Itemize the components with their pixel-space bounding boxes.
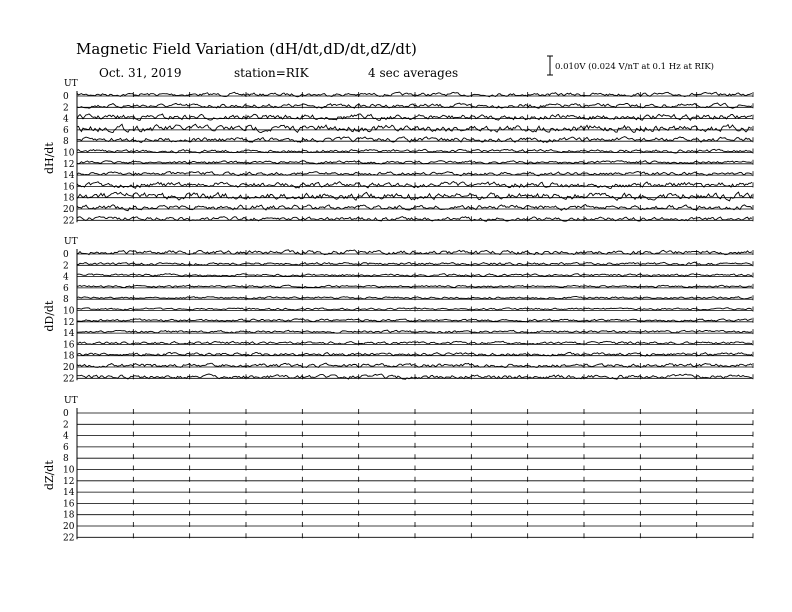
row-trace bbox=[77, 262, 752, 265]
row-label: 0 bbox=[63, 92, 69, 102]
row-label: 0 bbox=[63, 409, 69, 419]
ut-axis-label: UT bbox=[64, 396, 78, 406]
row-label: 4 bbox=[63, 431, 69, 442]
row-label: 6 bbox=[63, 283, 69, 294]
row-label: 20 bbox=[63, 205, 75, 215]
row-trace bbox=[77, 319, 752, 322]
row-trace bbox=[77, 192, 752, 201]
scale-bar-label: 0.010V (0.024 V/nT at 0.1 Hz at RIK) bbox=[555, 62, 714, 72]
row-label: 14 bbox=[63, 171, 75, 182]
row-label: 20 bbox=[63, 363, 75, 373]
row-label: 2 bbox=[63, 420, 69, 431]
row-trace bbox=[77, 330, 752, 333]
row-label: 16 bbox=[63, 340, 75, 351]
row-label: 8 bbox=[63, 137, 69, 148]
row-label: 22 bbox=[63, 216, 75, 227]
row-label: 4 bbox=[63, 272, 69, 283]
row-trace bbox=[77, 124, 752, 132]
row-label: 10 bbox=[63, 148, 75, 159]
row-label: 10 bbox=[63, 306, 75, 317]
row-label: 18 bbox=[63, 193, 75, 204]
row-label: 18 bbox=[63, 510, 75, 521]
row-label: 6 bbox=[63, 442, 69, 453]
row-trace bbox=[77, 114, 752, 120]
row-label: 12 bbox=[63, 159, 75, 170]
row-label: 4 bbox=[63, 114, 69, 125]
averaging-label: 4 sec averages bbox=[368, 66, 459, 80]
panels bbox=[43, 79, 753, 543]
row-label: 2 bbox=[63, 261, 69, 272]
row-label: 8 bbox=[63, 454, 69, 465]
row-label: 22 bbox=[63, 533, 75, 544]
chart-title: Magnetic Field Variation (dH/dt,dD/dt,dZ/dt) bbox=[76, 40, 417, 58]
row-trace bbox=[77, 296, 752, 299]
row-label: 12 bbox=[63, 476, 75, 487]
panel-ylabel: dD/dt bbox=[43, 300, 56, 332]
panel-dhdt bbox=[43, 79, 753, 226]
row-trace bbox=[77, 285, 752, 288]
row-label: 20 bbox=[63, 522, 75, 532]
row-label: 2 bbox=[63, 103, 69, 114]
row-label: 14 bbox=[63, 329, 75, 340]
ut-axis-label: UT bbox=[64, 79, 78, 89]
row-trace bbox=[77, 274, 752, 277]
row-label: 6 bbox=[63, 125, 69, 136]
row-label: 18 bbox=[63, 351, 75, 362]
scale-bar bbox=[547, 56, 714, 75]
row-trace bbox=[77, 341, 752, 344]
row-trace bbox=[77, 182, 752, 189]
row-label: 8 bbox=[63, 295, 69, 306]
row-label: 10 bbox=[63, 465, 75, 476]
row-trace bbox=[77, 308, 752, 311]
panel-ylabel: dH/dt bbox=[43, 142, 56, 175]
row-label: 22 bbox=[63, 374, 75, 385]
row-label: 14 bbox=[63, 488, 75, 499]
row-label: 0 bbox=[63, 250, 69, 260]
station-label: station=RIK bbox=[234, 66, 309, 80]
panel-ylabel: dZ/dt bbox=[43, 460, 56, 491]
ut-axis-label: UT bbox=[64, 237, 78, 247]
row-label: 16 bbox=[63, 499, 75, 510]
panel-dzdt bbox=[43, 396, 753, 543]
date-label: Oct. 31, 2019 bbox=[99, 66, 182, 80]
row-label: 12 bbox=[63, 317, 75, 328]
panel-dddt bbox=[43, 237, 753, 384]
row-trace bbox=[77, 205, 752, 211]
row-label: 16 bbox=[63, 182, 75, 193]
